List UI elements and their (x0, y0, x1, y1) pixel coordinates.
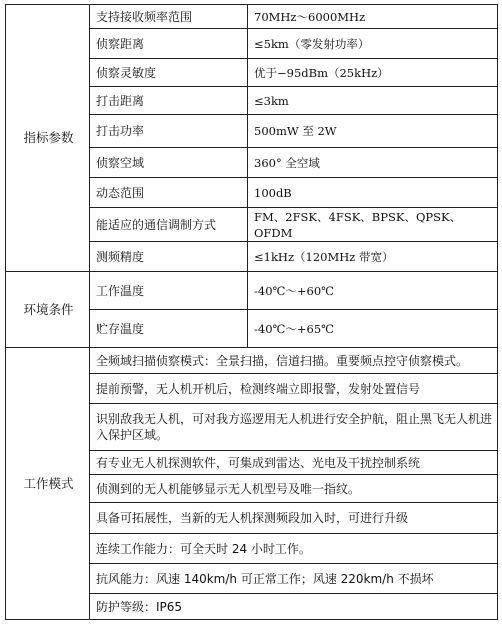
category-modes: 工作模式 (6, 348, 90, 620)
category-environment: 环境条件 (6, 272, 90, 348)
param-value: ≤5km（零发射功率） (248, 29, 498, 59)
param-name: 贮存温度 (90, 310, 248, 348)
param-value: 360° 全空域 (248, 148, 498, 178)
param-name: 侦察灵敏度 (90, 59, 248, 87)
param-name: 工作温度 (90, 272, 248, 310)
param-value: FM、2FSK、4FSK、BPSK、QPSK、OFDM (248, 208, 498, 242)
mode-item: 有专业无人机探测软件，可集成到雷达、光电及干扰控制系统 (90, 451, 498, 475)
param-name: 侦察空域 (90, 148, 248, 178)
table-row (6, 272, 498, 310)
param-name: 动态范围 (90, 178, 248, 208)
param-value: 70MHz～6000MHz (248, 5, 498, 29)
param-value: 500mW 至 2W (248, 115, 498, 148)
param-name: 能适应的通信调制方式 (90, 208, 248, 242)
param-name: 打击距离 (90, 87, 248, 115)
mode-item: 具备可拓展性，当新的无人机探测频段加入时，可进行升级 (90, 503, 498, 534)
param-value: 优于−95dBm（25kHz） (248, 59, 498, 87)
category-metrics: 指标参数 (6, 5, 90, 272)
mode-item: 侦测到的无人机能够显示无人机型号及唯一指纹。 (90, 475, 498, 503)
param-value: 100dB (248, 178, 498, 208)
param-name: 支持接收频率范围 (90, 5, 248, 29)
param-name: 测频精度 (90, 242, 248, 272)
table-row (6, 5, 498, 29)
param-value: -40℃～+60℃ (248, 272, 498, 310)
table-row (6, 348, 498, 374)
param-value: ≤1kHz（120MHz 带宽） (248, 242, 498, 272)
mode-item: 连续工作能力：可全天时 24 小时工作。 (90, 534, 498, 564)
mode-item: 识别敌我无人机，可对我方巡逻用无人机进行安全护航，阻止黑飞无人机进入保护区域。 (90, 404, 498, 451)
mode-item: 防护等级：IP65 (90, 594, 498, 620)
param-name: 侦察距离 (90, 29, 248, 59)
param-name: 打击功率 (90, 115, 248, 148)
param-value: -40℃～+65℃ (248, 310, 498, 348)
mode-item: 全频域扫描侦察模式：全景扫描，信道扫描。重要频点控守侦察模式。 (90, 348, 498, 374)
mode-item: 抗风能力：风速 140km/h 可正常工作；风速 220km/h 不损坏 (90, 564, 498, 594)
mode-item: 提前预警，无人机开机后，检测终端立即报警，发射处置信号 (90, 374, 498, 404)
param-value: ≤3km (248, 87, 498, 115)
spec-table (5, 4, 498, 620)
